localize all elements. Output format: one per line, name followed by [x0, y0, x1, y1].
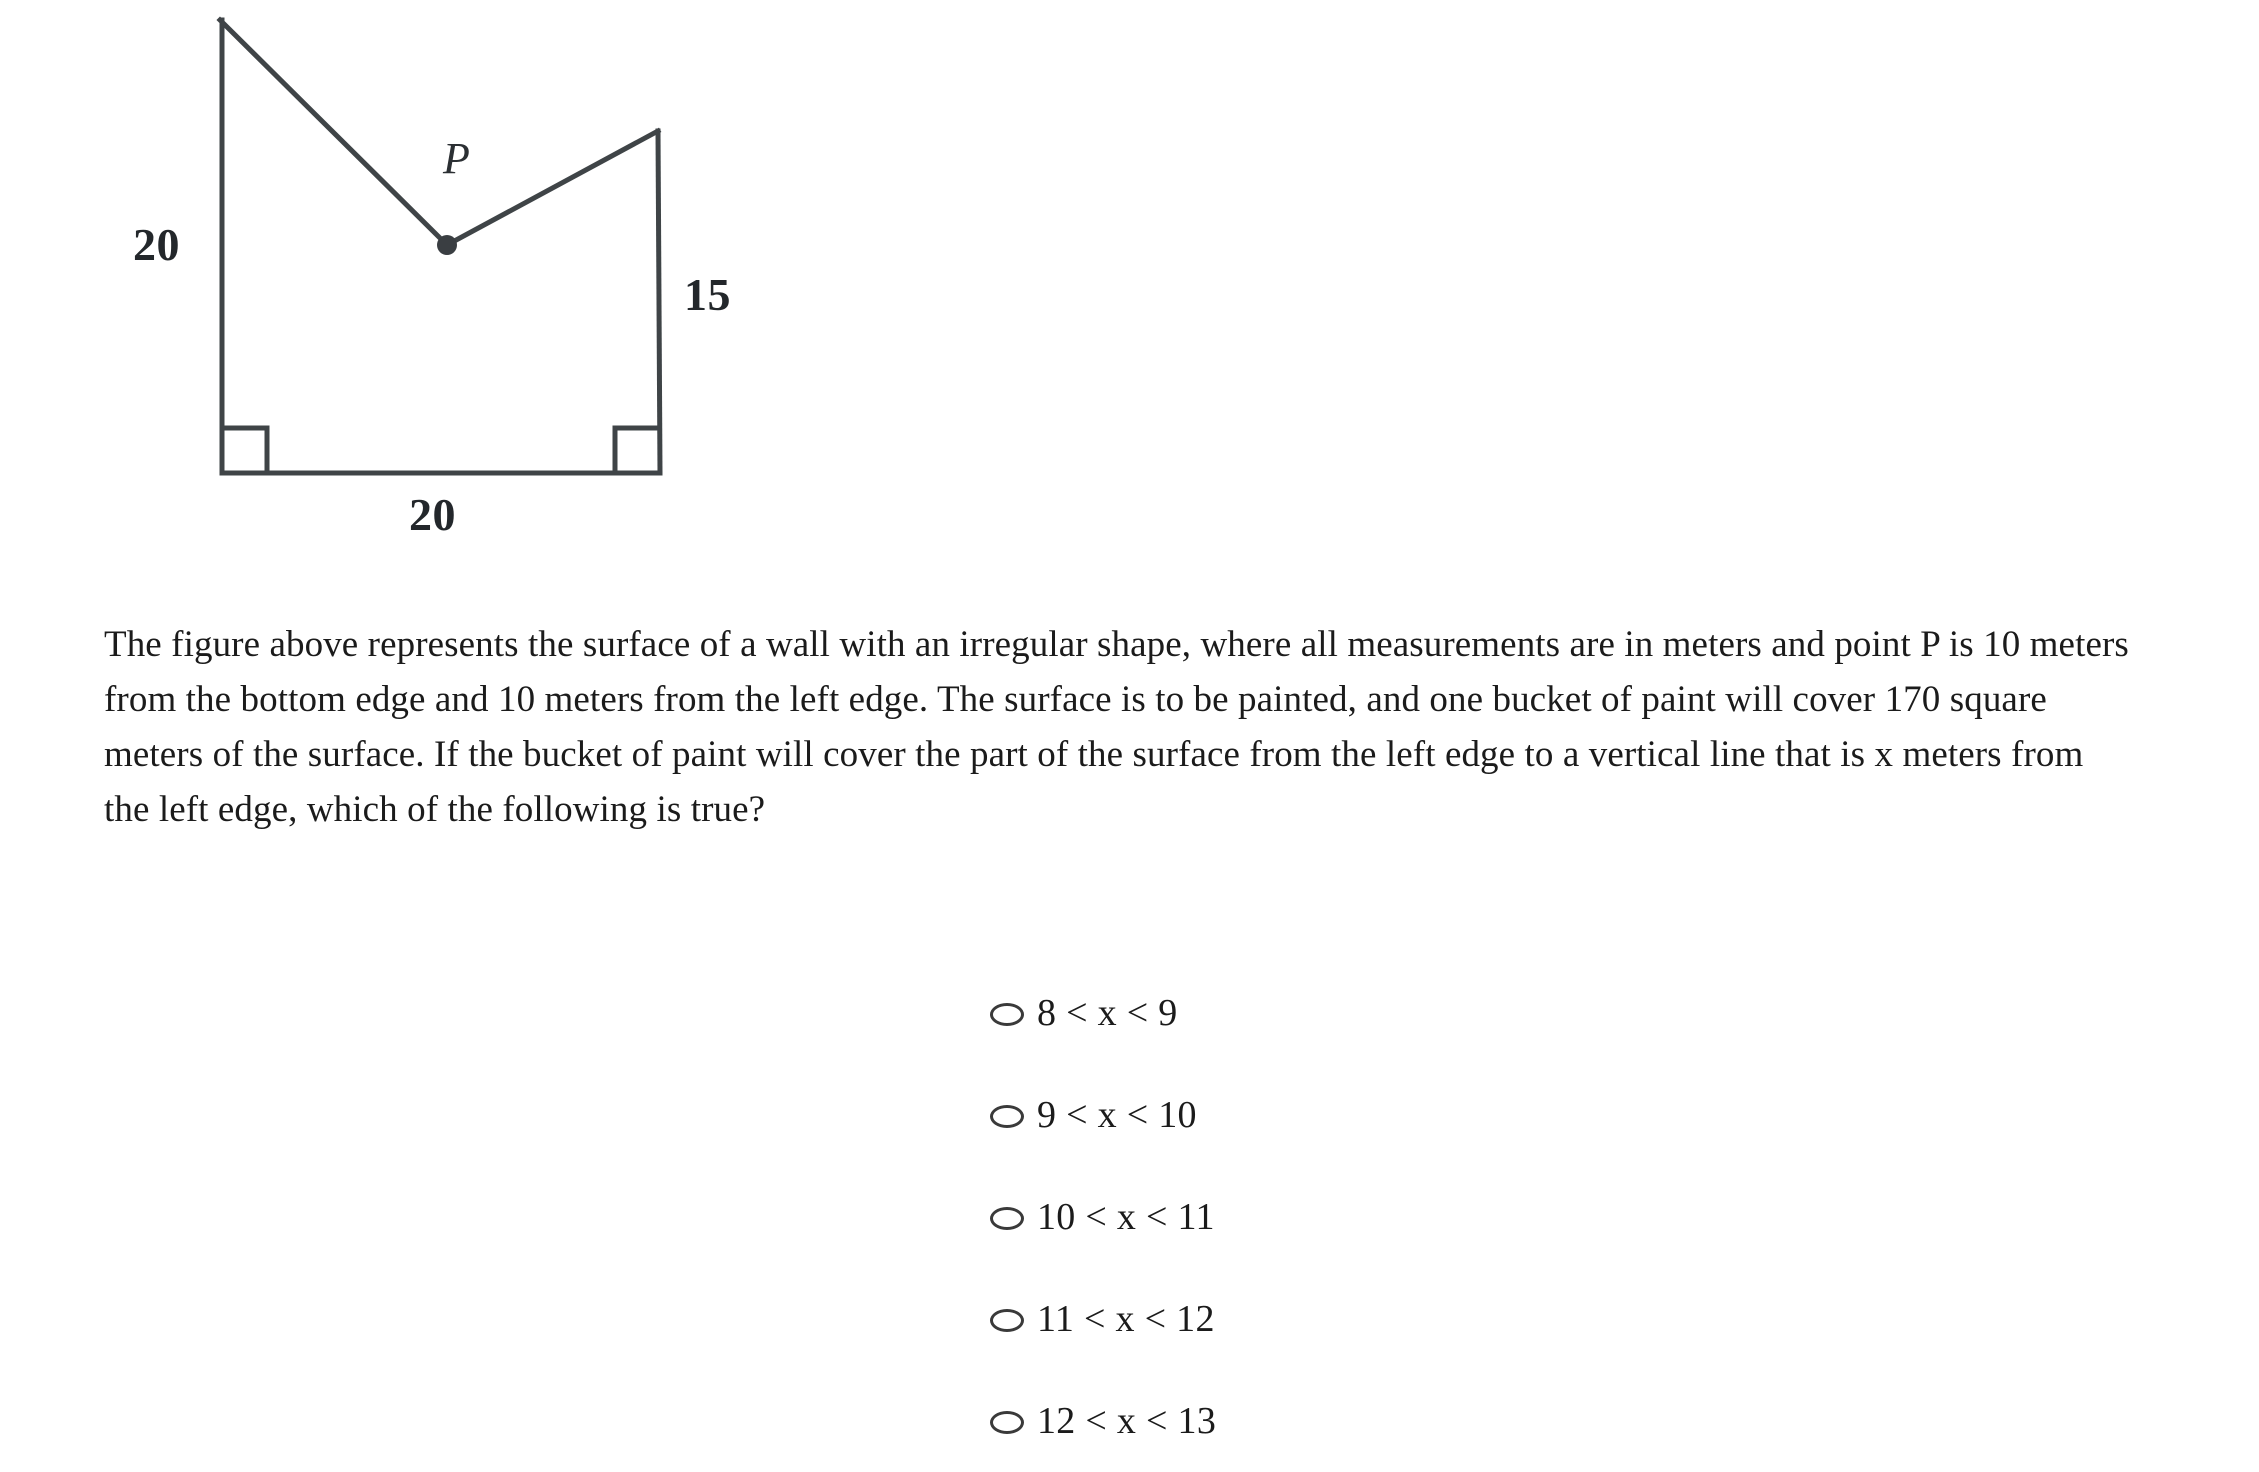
upper-left-slant-edge — [220, 20, 447, 245]
dimension-label-bottom: 20 — [409, 489, 456, 540]
upper-right-slant-edge — [447, 131, 658, 245]
radio-button-icon[interactable] — [990, 1411, 1024, 1434]
figure-panel — [0, 0, 820, 575]
point-p-label: P — [443, 134, 470, 183]
answer-choice-3[interactable] — [990, 1166, 1890, 1268]
right-edge — [658, 131, 660, 473]
dimension-label-right: 15 — [684, 269, 731, 320]
radio-button-icon[interactable] — [990, 1105, 1024, 1128]
answer-choice-label: 12 < x < 13 — [1037, 1400, 1217, 1442]
radio-button-icon[interactable] — [990, 1003, 1024, 1026]
right-angle-mark-bottom-left — [222, 428, 267, 473]
radio-button-icon[interactable] — [990, 1207, 1024, 1230]
right-angle-mark-bottom-right — [615, 428, 660, 473]
answer-choice-label: 8 < x < 9 — [1037, 992, 1178, 1034]
answer-choice-2[interactable] — [990, 1064, 1890, 1166]
answer-choice-label: 9 < x < 10 — [1037, 1094, 1197, 1136]
answer-choice-5[interactable] — [990, 1370, 1890, 1472]
answer-choice-label: 11 < x < 12 — [1037, 1298, 1215, 1340]
point-p-marker — [437, 235, 457, 255]
dimension-label-left: 20 — [133, 219, 180, 270]
answer-choice-list — [990, 962, 1890, 1472]
answer-choice-1[interactable] — [990, 962, 1890, 1064]
radio-button-icon[interactable] — [990, 1309, 1024, 1332]
question-prompt: The figure above represents the surface of a wall with an irregular shape, where all measurements are in meters and point P is 10 meters from the bottom edge and 10 meters from the left edge. The surface is to be painted, and one bucket of paint will cover 170 square meters of the surface. If the bucket of paint will cover the part of the surface from the left edge to a vertical line that is x meters from the left edge, which of the following is true? — [104, 624, 2129, 830]
answer-choice-4[interactable] — [990, 1268, 1890, 1370]
answer-choice-label: 10 < x < 11 — [1037, 1196, 1215, 1238]
